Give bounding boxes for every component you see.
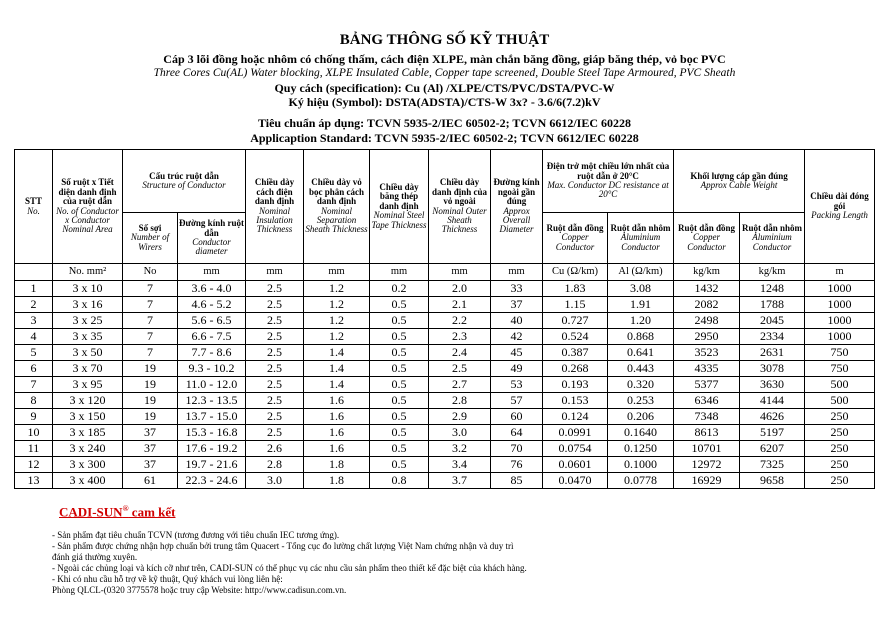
table-cell: 7: [123, 281, 178, 297]
table-cell: 0.5: [370, 345, 429, 361]
table-cell: 3 x 150: [53, 409, 123, 425]
specification-table: [14, 149, 875, 489]
table-cell: 7: [123, 313, 178, 329]
table-cell: 250: [805, 473, 875, 489]
table-cell: 12: [15, 457, 53, 473]
table-row: [15, 393, 875, 409]
table-cell: 2631: [740, 345, 805, 361]
table-cell: 8: [15, 393, 53, 409]
header-conductor-structure: Cấu trúc ruột dẫn Structure of Conductor: [123, 150, 246, 213]
commitment-heading: CADI-SUN® cam kết: [59, 504, 176, 520]
table-cell: 1.2: [304, 297, 370, 313]
table-row: [15, 425, 875, 441]
table-cell: 0.0470: [543, 473, 608, 489]
table-cell: 3 x 50: [53, 345, 123, 361]
table-cell: 500: [805, 393, 875, 409]
table-cell: 4.6 - 5.2: [178, 297, 246, 313]
table-cell: 1.83: [543, 281, 608, 297]
table-cell: 42: [491, 329, 543, 345]
table-cell: 0.641: [608, 345, 674, 361]
table-cell: 2.0: [429, 281, 491, 297]
table-cell: 2334: [740, 329, 805, 345]
table-cell: 0.5: [370, 425, 429, 441]
table-cell: 7348: [674, 409, 740, 425]
note-item: - Khi có nhu cầu hỗ trợ về kỹ thuật, Quý khách vui lòng liên hệ:: [52, 573, 283, 584]
table-cell: 13: [15, 473, 53, 489]
table-cell: 3 x 240: [53, 441, 123, 457]
table-cell: 0.193: [543, 377, 608, 393]
unit-cell: mm: [370, 264, 429, 281]
table-cell: 37: [123, 441, 178, 457]
table-cell: 1.8: [304, 473, 370, 489]
table-cell: 2.8: [429, 393, 491, 409]
table-cell: 2.4: [429, 345, 491, 361]
unit-cell: Cu (Ω/km): [543, 264, 608, 281]
note-item: - Ngoài các chủng loại và kích cỡ như trên, CADI-SUN có thể phục vụ các nhu cầu sản phẩm theo thiết kế đặc biệt của khách hàng.: [52, 562, 527, 573]
table-cell: 0.0601: [543, 457, 608, 473]
table-cell: 0.5: [370, 441, 429, 457]
table-cell: 2.2: [429, 313, 491, 329]
unit-cell: mm: [429, 264, 491, 281]
table-cell: 5377: [674, 377, 740, 393]
table-cell: 750: [805, 345, 875, 361]
unit-cell: Al (Ω/km): [608, 264, 674, 281]
table-cell: 0.1640: [608, 425, 674, 441]
table-cell: 53: [491, 377, 543, 393]
table-cell: 19: [123, 361, 178, 377]
unit-cell: mm: [304, 264, 370, 281]
table-cell: 3 x 95: [53, 377, 123, 393]
table-cell: 1.91: [608, 297, 674, 313]
table-cell: 250: [805, 441, 875, 457]
table-cell: 1.2: [304, 329, 370, 345]
header-conductor-area: Số ruột x Tiết diện danh định của ruột dẫn No. of Conductor x Conductor Nominal Area: [53, 150, 123, 264]
table-cell: 250: [805, 457, 875, 473]
table-cell: 12.3 - 13.5: [178, 393, 246, 409]
table-cell: 6.6 - 7.5: [178, 329, 246, 345]
table-row: [15, 377, 875, 393]
table-body: [15, 281, 875, 489]
table-cell: 60: [491, 409, 543, 425]
table-row: [15, 441, 875, 457]
unit-cell: kg/km: [740, 264, 805, 281]
table-cell: 0.153: [543, 393, 608, 409]
header-packing-length: Chiều dài đóng gói Packing Length: [805, 150, 875, 264]
table-row: [15, 361, 875, 377]
unit-cell: No: [123, 264, 178, 281]
table-cell: 7: [123, 329, 178, 345]
table-cell: 6207: [740, 441, 805, 457]
table-cell: 3 x 70: [53, 361, 123, 377]
table-row: [15, 329, 875, 345]
table-cell: 70: [491, 441, 543, 457]
table-cell: 0.0778: [608, 473, 674, 489]
table-cell: 250: [805, 409, 875, 425]
unit-cell: No. mm²: [53, 264, 123, 281]
table-cell: 4144: [740, 393, 805, 409]
header-outer-sheath: Chiều dày danh định của vỏ ngoài Nominal Outer Sheath Thickness: [429, 150, 491, 264]
table-cell: 0.2: [370, 281, 429, 297]
table-cell: 2.8: [246, 457, 304, 473]
table-cell: 3.0: [246, 473, 304, 489]
table-cell: 2.5: [246, 345, 304, 361]
table-cell: 2.6: [246, 441, 304, 457]
table-cell: 7.7 - 8.6: [178, 345, 246, 361]
header-separation-sheath: Chiều dày vỏ bọc phân cách danh định Nominal Separation Sheath Thickness: [304, 150, 370, 264]
table-cell: 1.2: [304, 281, 370, 297]
table-cell: 9: [15, 409, 53, 425]
table-cell: 1.8: [304, 457, 370, 473]
table-cell: 0.124: [543, 409, 608, 425]
table-cell: 3 x 120: [53, 393, 123, 409]
table-cell: 64: [491, 425, 543, 441]
table-cell: 1.6: [304, 441, 370, 457]
table-cell: 10: [15, 425, 53, 441]
table-cell: 3.7: [429, 473, 491, 489]
table-cell: 37: [123, 457, 178, 473]
table-cell: 17.6 - 19.2: [178, 441, 246, 457]
table-cell: 7: [123, 345, 178, 361]
table-cell: 2.1: [429, 297, 491, 313]
table-cell: 3 x 35: [53, 329, 123, 345]
table-cell: 0.387: [543, 345, 608, 361]
table-cell: 0.1000: [608, 457, 674, 473]
table-cell: 19: [123, 393, 178, 409]
note-item: Phòng QLCL-(0320 3775578 hoặc truy cập Website: http://www.cadisun.com.vn.: [52, 584, 347, 595]
table-cell: 0.5: [370, 377, 429, 393]
table-cell: 12972: [674, 457, 740, 473]
table-cell: 3.0: [429, 425, 491, 441]
table-cell: 9658: [740, 473, 805, 489]
table-row: [15, 473, 875, 489]
table-cell: 500: [805, 377, 875, 393]
table-cell: 0.5: [370, 313, 429, 329]
table-cell: 250: [805, 425, 875, 441]
table-cell: 1000: [805, 329, 875, 345]
header-overall-diameter: Đường kính ngoài gần đúng Approx Overall Diameter: [491, 150, 543, 264]
table-cell: 3.08: [608, 281, 674, 297]
table-cell: 0.0754: [543, 441, 608, 457]
table-cell: 2.5: [246, 393, 304, 409]
table-cell: 2082: [674, 297, 740, 313]
table-cell: 3523: [674, 345, 740, 361]
header-cable-weight: Khối lượng cáp gần đúng Approx Cable Weight: [674, 150, 805, 213]
table-cell: 2.9: [429, 409, 491, 425]
table-cell: 4335: [674, 361, 740, 377]
table-cell: 750: [805, 361, 875, 377]
table-cell: 33: [491, 281, 543, 297]
unit-cell: mm: [178, 264, 246, 281]
table-cell: 0.524: [543, 329, 608, 345]
table-cell: 2.5: [246, 409, 304, 425]
table-cell: 1.4: [304, 345, 370, 361]
unit-cell: kg/km: [674, 264, 740, 281]
units-row: [15, 264, 875, 281]
table-cell: 1.4: [304, 377, 370, 393]
table-row: [15, 297, 875, 313]
table-cell: 37: [491, 297, 543, 313]
unit-cell: [15, 264, 53, 281]
table-cell: 2.5: [246, 297, 304, 313]
table-cell: 9.3 - 10.2: [178, 361, 246, 377]
header-insulation-thickness: Chiều dày cách điện danh định Nominal Insulation Thickness: [246, 150, 304, 264]
table-cell: 45: [491, 345, 543, 361]
subtitle-vietnamese: Cáp 3 lõi đồng hoặc nhôm có chống thấm, cách điện XLPE, màn chắn băng đồng, giáp băng thép, vỏ bọc PVC: [163, 52, 726, 66]
table-cell: 0.868: [608, 329, 674, 345]
table-cell: 3 x 25: [53, 313, 123, 329]
table-cell: 2.5: [246, 361, 304, 377]
table-cell: 3 x 185: [53, 425, 123, 441]
table-cell: 2.5: [246, 313, 304, 329]
table-cell: 3 x 16: [53, 297, 123, 313]
table-cell: 2.5: [246, 281, 304, 297]
table-cell: 0.268: [543, 361, 608, 377]
table-cell: 2.5: [429, 361, 491, 377]
table-cell: 5: [15, 345, 53, 361]
table-cell: 0.5: [370, 393, 429, 409]
table-cell: 1.2: [304, 313, 370, 329]
note-item: - Sản phẩm đạt tiêu chuẩn TCVN (tương đương với tiêu chuẩn IEC tương ứng).: [52, 530, 340, 540]
table-cell: 0.320: [608, 377, 674, 393]
table-cell: 4: [15, 329, 53, 345]
table-cell: 8613: [674, 425, 740, 441]
table-cell: 1.6: [304, 393, 370, 409]
table-cell: 19: [123, 377, 178, 393]
unit-cell: m: [805, 264, 875, 281]
table-cell: 11.0 - 12.0: [178, 377, 246, 393]
table-cell: 3630: [740, 377, 805, 393]
table-cell: 2498: [674, 313, 740, 329]
document-title: BẢNG THÔNG SỐ KỸ THUẬT: [339, 32, 550, 48]
header-steel-tape: Chiều dày băng thép danh định Nominal Steel Tape Thickness: [370, 150, 429, 264]
table-cell: 3.4: [429, 457, 491, 473]
table-cell: 37: [123, 425, 178, 441]
subtitle-english: Three Cores Cu(AL) Water blocking, XLPE Insulated Cable, Copper tape screened, Double Steel Tape Armoured, PVC Sheath: [153, 67, 736, 79]
table-cell: 15.3 - 16.8: [178, 425, 246, 441]
header-number-of-wires: Số sợi Number of Wirers: [123, 213, 178, 264]
table-row: [15, 457, 875, 473]
symbol-line: Ký hiệu (Symbol): DSTA(ADSTA)/CTS-W 3x? - 3.6/6(7.2)kV: [288, 95, 601, 109]
table-cell: 0.5: [370, 297, 429, 313]
commitment-notes: [52, 530, 532, 595]
table-cell: 4626: [740, 409, 805, 425]
table-cell: 0.1250: [608, 441, 674, 457]
table-row: [15, 409, 875, 425]
table-cell: 2.3: [429, 329, 491, 345]
header-conductor-diameter: Đường kính ruột dẫn Conductor diameter: [178, 213, 246, 264]
standard-vietnamese: Tiêu chuẩn áp dụng: TCVN 5935-2/IEC 60502-2; TCVN 6612/IEC 60228: [257, 116, 632, 130]
table-cell: 3 x 400: [53, 473, 123, 489]
table-cell: 7325: [740, 457, 805, 473]
table-cell: 2.5: [246, 329, 304, 345]
table-cell: 1000: [805, 297, 875, 313]
table-row: [15, 345, 875, 361]
table-cell: 16929: [674, 473, 740, 489]
table-cell: 2045: [740, 313, 805, 329]
table-cell: 0.5: [370, 329, 429, 345]
table-cell: 13.7 - 15.0: [178, 409, 246, 425]
table-cell: 1.6: [304, 409, 370, 425]
table-cell: 1248: [740, 281, 805, 297]
header-weight-aluminium: Ruột dẫn nhôm Aluminium Conductor: [740, 213, 805, 264]
table-cell: 6346: [674, 393, 740, 409]
table-cell: 0.253: [608, 393, 674, 409]
table-cell: 3078: [740, 361, 805, 377]
table-cell: 0.5: [370, 457, 429, 473]
specification-line: Quy cách (specification): Cu (Al) /XLPE/CTS/PVC/DSTA/PVC-W: [274, 81, 615, 95]
table-cell: 3 x 300: [53, 457, 123, 473]
unit-cell: mm: [246, 264, 304, 281]
table-cell: 10701: [674, 441, 740, 457]
table-cell: 0.206: [608, 409, 674, 425]
table-cell: 7: [123, 297, 178, 313]
table-cell: 2950: [674, 329, 740, 345]
table-cell: 3.6 - 4.0: [178, 281, 246, 297]
table-cell: 40: [491, 313, 543, 329]
standard-english: Applicaption Standard: TCVN 5935-2/IEC 60502-2; TCVN 6612/IEC 60228: [250, 131, 639, 145]
table-cell: 1788: [740, 297, 805, 313]
unit-cell: mm: [491, 264, 543, 281]
table-cell: 7: [15, 377, 53, 393]
table-cell: 5.6 - 6.5: [178, 313, 246, 329]
table-cell: 85: [491, 473, 543, 489]
table-cell: 61: [123, 473, 178, 489]
table-cell: 0.443: [608, 361, 674, 377]
table-cell: 5197: [740, 425, 805, 441]
table-cell: 1000: [805, 313, 875, 329]
table-cell: 1.6: [304, 425, 370, 441]
table-cell: 1000: [805, 281, 875, 297]
table-cell: 3.2: [429, 441, 491, 457]
table-cell: 19.7 - 21.6: [178, 457, 246, 473]
header-weight-copper: Ruột dẫn đồng Copper Conductor: [674, 213, 740, 264]
table-row: [15, 281, 875, 297]
table-cell: 0.8: [370, 473, 429, 489]
table-cell: 1.20: [608, 313, 674, 329]
header-stt: STT No.: [15, 150, 53, 264]
header-dc-resistance: Điện trở một chiều lớn nhất của ruột dẫn ở 20°C Max. Conductor DC resistance at 20°C: [543, 150, 674, 213]
table-cell: 3 x 10: [53, 281, 123, 297]
table-cell: 2.5: [246, 377, 304, 393]
table-cell: 57: [491, 393, 543, 409]
table-cell: 49: [491, 361, 543, 377]
note-item: - Sản phẩm được chứng nhận hợp chuẩn bởi trung tâm Quacert - Tổng cục đo lường chất lượng Việt Nam chứng nhận và duy trì đánh giá thường xuyên.: [52, 540, 514, 562]
table-cell: 0.0991: [543, 425, 608, 441]
table-cell: 1: [15, 281, 53, 297]
table-cell: 1432: [674, 281, 740, 297]
table-cell: 1.15: [543, 297, 608, 313]
table-cell: 2: [15, 297, 53, 313]
table-cell: 0.5: [370, 409, 429, 425]
table-cell: 11: [15, 441, 53, 457]
header-resistance-copper: Ruột dẫn đồng Copper Conductor: [543, 213, 608, 264]
table-cell: 76: [491, 457, 543, 473]
table-cell: 0.5: [370, 361, 429, 377]
table-cell: 22.3 - 24.6: [178, 473, 246, 489]
table-cell: 19: [123, 409, 178, 425]
table-cell: 6: [15, 361, 53, 377]
table-cell: 2.5: [246, 425, 304, 441]
table-cell: 1.4: [304, 361, 370, 377]
table-cell: 0.727: [543, 313, 608, 329]
table-row: [15, 313, 875, 329]
table-cell: 3: [15, 313, 53, 329]
table-cell: 2.7: [429, 377, 491, 393]
header-resistance-aluminium: Ruột dẫn nhôm Aluminium Conductor: [608, 213, 674, 264]
